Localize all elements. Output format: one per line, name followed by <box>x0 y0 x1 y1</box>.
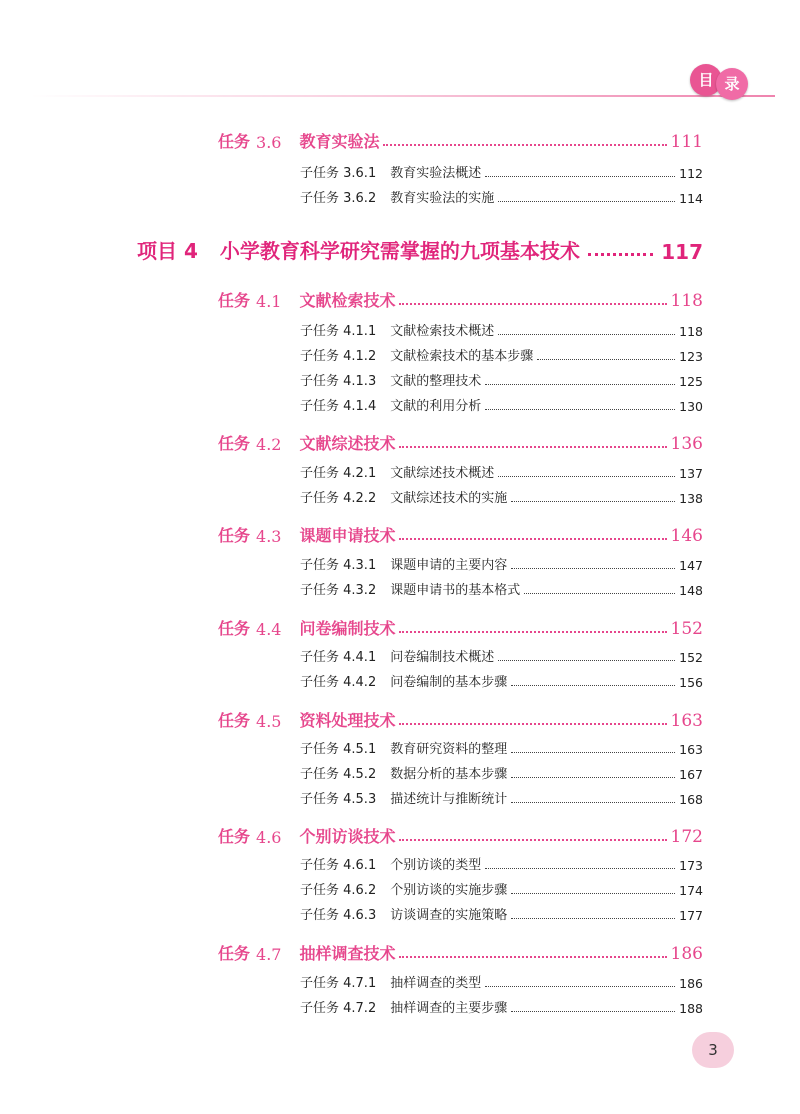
subtask-title: 文献检索技术的基本步骤 <box>390 349 534 364</box>
dot-leader <box>498 476 675 477</box>
dot-leader <box>485 176 675 177</box>
subtask-title: 文献的整理技术 <box>390 374 482 389</box>
task-page: 118 <box>670 291 703 311</box>
subtask-page: 112 <box>679 166 703 181</box>
task-page: 172 <box>670 827 703 847</box>
subtask-label: 子任务 4.1.2 <box>300 349 377 364</box>
toc-task-entry[interactable] <box>218 128 703 152</box>
subtask-title: 抽样调查的主要步骤 <box>390 1001 508 1016</box>
toc-subtask-entry[interactable] <box>300 905 703 923</box>
toc-subtask-entry[interactable] <box>300 163 703 181</box>
subtask-label: 子任务 4.5.1 <box>300 742 377 757</box>
toc-subtask-entry[interactable] <box>300 789 703 807</box>
toc-subtask-entry[interactable] <box>300 188 703 206</box>
subtask-label: 子任务 4.5.3 <box>300 792 377 807</box>
toc-task-entry[interactable] <box>218 823 703 847</box>
toc-subtask-entry[interactable] <box>300 488 703 506</box>
dot-leader <box>511 918 675 919</box>
task-page: 136 <box>670 434 703 454</box>
task-page: 152 <box>670 619 703 639</box>
dot-leader <box>383 144 666 146</box>
subtask-title: 文献检索技术概述 <box>390 324 495 339</box>
subtask-title: 问卷编制技术概述 <box>390 650 495 665</box>
subtask-page: 177 <box>679 908 703 923</box>
subtask-label: 子任务 4.7.2 <box>300 1001 377 1016</box>
toc-subtask-entry[interactable] <box>300 321 703 339</box>
subtask-page: 188 <box>679 1001 703 1016</box>
toc-task-entry[interactable] <box>218 615 703 639</box>
task-label: 任务 <box>218 827 251 846</box>
task-label: 任务 <box>218 434 251 453</box>
subtask-title: 文献综述技术概述 <box>390 466 495 481</box>
toc-subtask-entry[interactable] <box>300 739 703 757</box>
task-page: 186 <box>670 944 703 964</box>
toc-subtask-entry[interactable] <box>300 672 703 690</box>
subtask-page: 118 <box>679 324 703 339</box>
subtask-title: 个别访谈的实施步骤 <box>390 883 508 898</box>
task-number: 3.6 <box>256 133 282 152</box>
task-title: 个别访谈技术 <box>299 827 396 846</box>
subtask-title: 文献的利用分析 <box>390 399 482 414</box>
subtask-page: 130 <box>679 399 703 414</box>
dot-leader <box>485 409 675 410</box>
dot-leader <box>485 986 675 987</box>
dot-leader <box>511 1011 675 1012</box>
subtask-page: 125 <box>679 374 703 389</box>
dot-leader <box>511 501 675 502</box>
dot-leader <box>399 303 666 305</box>
task-label: 任务 <box>218 619 251 638</box>
toc-subtask-entry[interactable] <box>300 463 703 481</box>
toc-subtask-entry[interactable] <box>300 973 703 991</box>
subtask-title: 数据分析的基本步骤 <box>390 767 508 782</box>
dot-leader <box>399 839 666 841</box>
subtask-title: 教育实验法的实施 <box>390 191 495 206</box>
project-label: 项目 4 <box>137 239 198 263</box>
subtask-label: 子任务 4.2.2 <box>300 491 377 506</box>
subtask-label: 子任务 4.7.1 <box>300 976 377 991</box>
subtask-page: 156 <box>679 675 703 690</box>
dot-leader <box>399 538 666 540</box>
task-number: 4.6 <box>256 828 282 847</box>
task-number: 4.1 <box>256 292 282 311</box>
subtask-title: 描述统计与推断统计 <box>390 792 508 807</box>
subtask-title: 教育研究资料的整理 <box>390 742 508 757</box>
subtask-label: 子任务 4.4.1 <box>300 650 377 665</box>
subtask-page: 163 <box>679 742 703 757</box>
task-title: 抽样调查技术 <box>299 944 396 963</box>
task-number: 4.3 <box>256 527 282 546</box>
dot-leader <box>524 593 675 594</box>
dot-leader <box>399 956 666 958</box>
subtask-title: 访谈调查的实施策略 <box>390 908 508 923</box>
toc-task-entry[interactable] <box>218 287 703 311</box>
subtask-page: 148 <box>679 583 703 598</box>
subtask-page: 123 <box>679 349 703 364</box>
task-number: 4.7 <box>256 945 282 964</box>
toc-subtask-entry[interactable] <box>300 998 703 1016</box>
task-label: 任务 <box>218 711 251 730</box>
task-title: 教育实验法 <box>299 132 380 151</box>
toc-badge <box>690 64 750 98</box>
task-page: 163 <box>670 711 703 731</box>
page-number: 3 <box>692 1032 734 1068</box>
dot-leader <box>511 777 675 778</box>
task-number: 4.2 <box>256 435 282 454</box>
toc-task-entry[interactable] <box>218 707 703 731</box>
toc-subtask-entry[interactable] <box>300 396 703 414</box>
dot-leader <box>498 334 675 335</box>
subtask-title: 课题申请书的基本格式 <box>390 583 521 598</box>
dot-leader <box>588 253 653 256</box>
dot-leader <box>511 568 675 569</box>
subtask-title: 文献综述技术的实施 <box>390 491 508 506</box>
task-page: 146 <box>670 526 703 546</box>
toc-task-entry[interactable] <box>218 430 703 454</box>
task-title: 课题申请技术 <box>299 526 396 545</box>
subtask-label: 子任务 3.6.1 <box>300 166 377 181</box>
toc-project-entry[interactable] <box>137 234 703 264</box>
task-title: 问卷编制技术 <box>299 619 396 638</box>
subtask-page: 147 <box>679 558 703 573</box>
toc-subtask-entry[interactable] <box>300 555 703 573</box>
toc-badge-char-1: 目 <box>690 64 722 96</box>
project-page: 117 <box>661 240 703 264</box>
subtask-label: 子任务 4.2.1 <box>300 466 377 481</box>
toc-task-entry[interactable] <box>218 522 703 546</box>
subtask-page: 174 <box>679 883 703 898</box>
task-label: 任务 <box>218 944 251 963</box>
task-label: 任务 <box>218 132 251 151</box>
subtask-label: 子任务 4.6.3 <box>300 908 377 923</box>
subtask-label: 子任务 4.6.2 <box>300 883 377 898</box>
subtask-title: 个别访谈的类型 <box>390 858 482 873</box>
dot-leader <box>485 868 675 869</box>
task-title: 资料处理技术 <box>299 711 396 730</box>
dot-leader <box>485 384 675 385</box>
task-label: 任务 <box>218 291 251 310</box>
dot-leader <box>511 752 675 753</box>
task-label: 任务 <box>218 526 251 545</box>
task-number: 4.5 <box>256 712 282 731</box>
task-number: 4.4 <box>256 620 282 639</box>
subtask-label: 子任务 3.6.2 <box>300 191 377 206</box>
task-title: 文献综述技术 <box>299 434 396 453</box>
task-title: 文献检索技术 <box>299 291 396 310</box>
subtask-page: 173 <box>679 858 703 873</box>
subtask-label: 子任务 4.5.2 <box>300 767 377 782</box>
dot-leader <box>511 893 675 894</box>
subtask-page: 152 <box>679 650 703 665</box>
header-rule <box>30 95 775 97</box>
toc-subtask-entry[interactable] <box>300 855 703 873</box>
toc-task-entry[interactable] <box>218 940 703 964</box>
project-title: 小学教育科学研究需掌握的九项基本技术 <box>219 239 580 263</box>
dot-leader <box>399 631 666 633</box>
subtask-page: 167 <box>679 767 703 782</box>
dot-leader <box>399 446 666 448</box>
subtask-label: 子任务 4.3.1 <box>300 558 377 573</box>
subtask-page: 138 <box>679 491 703 506</box>
subtask-page: 186 <box>679 976 703 991</box>
subtask-label: 子任务 4.1.3 <box>300 374 377 389</box>
toc-subtask-entry[interactable] <box>300 764 703 782</box>
dot-leader <box>399 723 666 725</box>
toc-subtask-entry[interactable] <box>300 371 703 389</box>
toc-subtask-entry[interactable] <box>300 346 703 364</box>
dot-leader <box>498 660 675 661</box>
subtask-page: 137 <box>679 466 703 481</box>
toc-subtask-entry[interactable] <box>300 647 703 665</box>
subtask-label: 子任务 4.4.2 <box>300 675 377 690</box>
toc-badge-char-2: 录 <box>716 68 748 100</box>
subtask-label: 子任务 4.1.1 <box>300 324 377 339</box>
subtask-page: 168 <box>679 792 703 807</box>
subtask-title: 抽样调查的类型 <box>390 976 482 991</box>
subtask-label: 子任务 4.1.4 <box>300 399 377 414</box>
toc-subtask-entry[interactable] <box>300 880 703 898</box>
toc-subtask-entry[interactable] <box>300 580 703 598</box>
subtask-title: 教育实验法概述 <box>390 166 482 181</box>
subtask-label: 子任务 4.6.1 <box>300 858 377 873</box>
subtask-title: 课题申请的主要内容 <box>390 558 508 573</box>
subtask-page: 114 <box>679 191 703 206</box>
subtask-label: 子任务 4.3.2 <box>300 583 377 598</box>
dot-leader <box>511 802 675 803</box>
dot-leader <box>537 359 675 360</box>
dot-leader <box>498 201 675 202</box>
subtask-title: 问卷编制的基本步骤 <box>390 675 508 690</box>
dot-leader <box>511 685 675 686</box>
task-page: 111 <box>670 132 703 152</box>
